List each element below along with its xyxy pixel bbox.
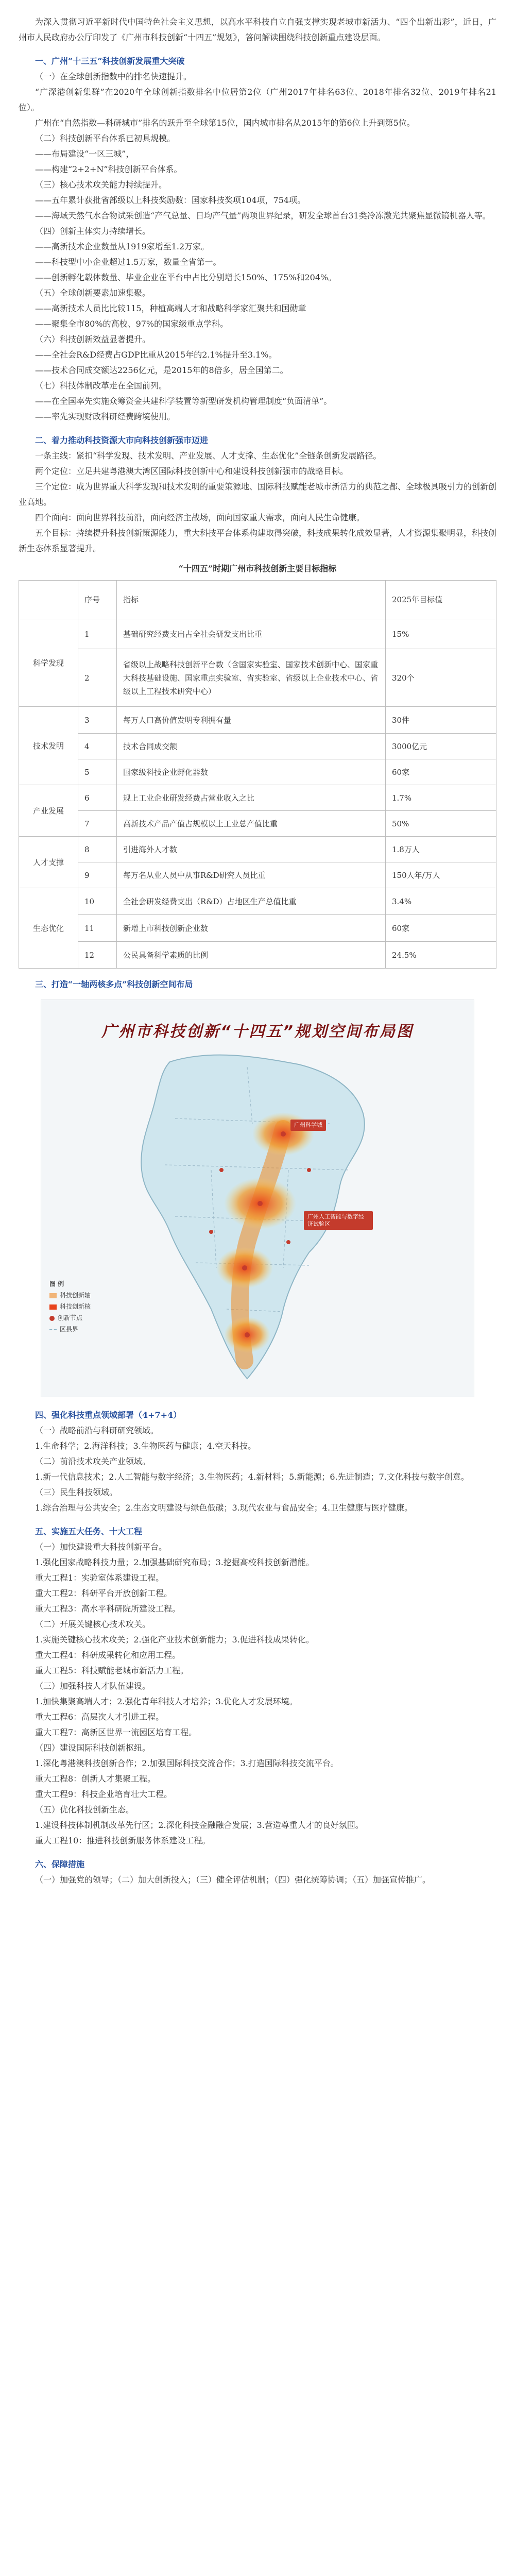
goal-main-line: 一条主线：紧扣“科学发现、技术发明、产业发展、人才支撑、生态优化”全链条创新发展路径。 [35,451,382,461]
table-title: “十四五”时期广州市科技创新主要目标指标 [178,564,337,573]
safeguard-measures: （一）加强党的领导；（二）加大创新投入；（三）健全评估机制；（四）强化统筹协调；（五）加强宣传推广。 [35,1875,431,1885]
row-no: 3 [78,707,117,734]
task-5: （五）优化科技创新生态。 [35,1805,134,1815]
legend-item [49,1290,91,1301]
map-legend [49,1278,91,1335]
legend-title: 图 例 [49,1280,64,1287]
indicator-table [19,580,496,969]
sec4-b: （二）前沿技术攻关产业领域。 [35,1456,151,1466]
row-no: 10 [78,888,117,915]
row-value: 30件 [386,707,496,734]
legend-item [49,1312,91,1324]
row-no: 11 [78,915,117,942]
sec4-b1: 1.新一代信息技术；2.人工智能与数字经济；3.生物医药；4.新材料；5.新能源；6.先进制造；7.文化科技与数字创意。 [35,1472,469,1482]
legend-item [49,1301,91,1312]
legend-label: 科技创新轴 [60,1292,91,1299]
row-indicator: 公民具备科学素质的比例 [117,942,386,969]
project-2: 重大工程2：科研平台开放创新工程。 [35,1588,173,1598]
article-body [19,0,496,1888]
sec1-s7b: ——率先实现财政科研经费跨境使用。 [35,412,176,421]
sec4-c: （三）民生科技领域。 [35,1487,118,1497]
task-2: （二）开展关键核心技术攻关。 [35,1619,151,1629]
project-7: 重大工程7：高新区世界一流园区培育工程。 [35,1727,197,1737]
sec1-s2b: ——构建“2+2+N”科技创新平台体系。 [35,164,182,174]
sec1-s2a: ——布局建设“一区三城”， [35,149,134,159]
goal-four-facings: 四个面向：面向世界科技前沿，面向经济主战场，面向国家重大需求，面向人民生命健康。 [35,513,365,522]
row-value: 60家 [386,759,496,785]
project-1: 重大工程1：实验室体系建设工程。 [35,1573,164,1583]
category-cell: 技术发明 [19,707,78,785]
project-5: 重大工程5：科技赋能老城市新活力工程。 [35,1666,189,1675]
sec1-s1: （一）在全球创新指数中的排名快速提升。 [35,72,192,81]
project-10: 重大工程10：推进科技创新服务体系建设工程。 [35,1836,211,1845]
row-no: 2 [78,649,117,707]
callout-science-city: 广州科学城 [290,1120,326,1131]
goal-two-positions: 两个定位：立足共建粤港澳大湾区国际科技创新中心和建设科技创新强市的战略目标。 [35,466,349,476]
task-3: （三）加强科技人才队伍建设。 [35,1681,151,1691]
legend-item [49,1324,91,1335]
row-value: 150人年/万人 [386,862,496,888]
spatial-layout-map [41,999,474,1397]
callout-ai-zone: 广州人工智能与数字经济试验区 [304,1211,373,1230]
project-8: 重大工程8：创新人才集聚工程。 [35,1774,156,1784]
header-no: 序号 [78,581,117,619]
row-no: 8 [78,837,117,862]
task-5-detail: 1.建设科技体制机制改革先行区；2.深化科技金融融合发展；3.营造尊重人才的良好氛围。 [35,1820,364,1830]
section-1-title: 一、广州“十三五”科技创新发展重大突破 [35,56,185,66]
sec1-s4b: ——科技型中小企业超过1.5万家，数量全省第一。 [35,257,221,267]
task-4: （四）建设国际科技创新枢纽。 [35,1743,151,1753]
row-indicator: 引进海外人才数 [117,837,386,862]
goal-five-targets: 五个目标：持续提升科技创新策源能力，重大科技平台体系构建取得突破，科技成果转化成效显著，人才资源集聚明显，科技创新生态体系显著提升。 [19,528,497,553]
map-graphic [41,1000,474,1397]
sec1-s4c: ——创新孵化载体数量、毕业企业在平台中占比分别增长150%、175%和204%。 [35,273,337,282]
task-3-detail: 1.加快集聚高端人才；2.强化青年科技人才培养；3.优化人才发展环境。 [35,1697,298,1706]
category-cell: 产业发展 [19,785,78,837]
sec1-s1b: 广州在“自然指数—科研城市”排名的跃升至全球第15位，国内城市排名从2015年的第6位上升到第5位。 [35,118,415,128]
sec1-s6: （六）科技创新效益显著提升。 [35,334,151,344]
goal-three-positions: 三个定位：成为世界重大科学发现和技术发明的重要策源地、国际科技赋能老城市新活力的典范之都、全球极具吸引力的创新创业高地。 [19,482,497,507]
sec1-s3a: ——五年累计获批省部级以上科技奖励数：国家科技奖项104项，754项。 [35,195,306,205]
task-1: （一）加快建设重大科技创新平台。 [35,1542,167,1552]
header-target: 2025年目标值 [386,581,496,619]
row-indicator: 高新技术产品产值占规模以上工业总产值比重 [117,811,386,837]
table-row [19,759,496,785]
table-row [19,942,496,969]
table-row [19,649,496,707]
row-indicator: 全社会研发经费支出（R&D）占地区生产总值比重 [117,888,386,915]
row-no: 6 [78,785,117,811]
row-indicator: 技术合同成交额 [117,734,386,759]
table-row [19,811,496,837]
table-header-row [19,581,496,619]
legend-label: 区县界 [60,1326,79,1333]
sec1-s7a: ——在全国率先实施众筹资金共建科学装置等新型研发机构管理制度“负面清单”。 [35,396,332,406]
sec1-s5: （五）全球创新要素加速集聚。 [35,288,151,298]
row-indicator: 每万名从业人员中从事R&D研究人员比重 [117,862,386,888]
section-2-title: 二、着力推动科技资源大市向科技创新强市迈进 [35,435,209,445]
project-9: 重大工程9：科技企业培育壮大工程。 [35,1789,173,1799]
row-indicator: 每万人口高价值发明专利拥有量 [117,707,386,734]
row-no: 1 [78,619,117,649]
sec1-s3: （三）核心技术攻关能力持续提升。 [35,180,167,190]
row-value: 3.4% [386,888,496,915]
row-no: 9 [78,862,117,888]
table-row [19,862,496,888]
row-indicator: 国家级科技企业孵化器数 [117,759,386,785]
header-indicator: 指标 [117,581,386,619]
legend-label: 科技创新核 [60,1303,91,1310]
section-3-title: 三、打造“一轴两核多点”科技创新空间布局 [35,979,193,989]
row-value: 1.8万人 [386,837,496,862]
map-title: 广州市科技创新“十四五”规划空间布局图 [101,1023,414,1041]
table-row [19,837,496,862]
row-value: 60家 [386,915,496,942]
row-value: 320个 [386,649,496,707]
row-no: 4 [78,734,117,759]
sec1-s2: （二）科技创新平台体系已初具规模。 [35,133,176,143]
table-row [19,619,496,649]
sec1-s6b: ——技术合同成交额达2256亿元，是2015年的8倍多，居全国第二。 [35,365,288,375]
intro-paragraph: 为深入贯彻习近平新时代中国特色社会主义思想，以高水平科技自立自强支撑实现老城市新活力、“四个出新出彩”，近日，广州市人民政府办公厅印发了《广州市科技创新“十四五”规划》，答问解读围绕科技创新重点建设层面。 [19,17,496,42]
table-row [19,888,496,915]
sec1-s5b: ——聚集全市80%的高校、97%的国家级重点学科。 [35,319,229,329]
row-no: 5 [78,759,117,785]
task-4-detail: 1.深化粤港澳科技创新合作；2.加强国际科技交流合作；3.打造国际科技交流平台。 [35,1758,339,1768]
row-indicator: 基础研究经费支出占全社会研发支出比重 [117,619,386,649]
sec1-s1a: “广深港创新集群”在2020年全球创新指数排名中位居第2位（广州2017年排名63位、2018年排名32位、2019年排名21位）。 [19,87,496,112]
category-cell: 生态优化 [19,888,78,969]
section-4-title: 四、强化科技重点领域部署（4+7+4） [35,1410,182,1420]
row-no: 12 [78,942,117,969]
category-cell: 科学发现 [19,619,78,707]
sec1-s3b: ——海域天然气水合物试采创造“产气总量、日均产气量”两项世界纪录，研发全球首台31类冷冻激光共聚焦显微镜机器人等。 [35,211,491,221]
table-row [19,707,496,734]
row-value: 15% [386,619,496,649]
sec1-s4a: ——高新技术企业数量从1919家增至1.2万家。 [35,242,210,251]
row-value: 1.7% [386,785,496,811]
category-cell: 人才支撑 [19,837,78,888]
row-indicator: 新增上市科技创新企业数 [117,915,386,942]
section-5-title: 五、实施五大任务、十大工程 [35,1527,143,1536]
sec4-a: （一）战略前沿与科研研究领域。 [35,1426,159,1435]
row-indicator: 规上工业企业研发经费占营业收入之比 [117,785,386,811]
row-no: 7 [78,811,117,837]
table-row [19,734,496,759]
legend-label: 创新节点 [58,1314,83,1321]
project-6: 重大工程6：高层次人才引进工程。 [35,1712,164,1722]
row-indicator: 省级以上战略科技创新平台数（含国家实验室、国家技术创新中心、国家重大科技基础设施、国家重点实验室、省实验室、省级以上企业技术中心、省级以上工程技术研究中心） [117,649,386,707]
row-value: 24.5% [386,942,496,969]
sec4-c1: 1.综合治理与公共安全；2.生态文明建设与绿色低碳；3.现代农业与食品安全；4.卫生健康与医疗健康。 [35,1503,413,1513]
row-value: 3000亿元 [386,734,496,759]
project-3: 重大工程3：高水平科研院所建设工程。 [35,1604,181,1614]
sec4-a1: 1.生命科学；2.海洋科技；3.生物医药与健康；4.空天科技。 [35,1441,256,1451]
task-2-detail: 1.实施关键核心技术攻关；2.强化产业技术创新能力；3.促进科技成果转化。 [35,1635,314,1645]
sec1-s5a: ——高新技术人员比比较115，种植高端人才和战略科学家汇聚共和国勋章 [35,303,306,313]
sec1-s7: （七）科技体制改革走在全国前列。 [35,381,167,391]
sec1-s4: （四）创新主体实力持续增长。 [35,226,151,236]
section-6-title: 六、保障措施 [35,1859,85,1869]
row-value: 50% [386,811,496,837]
header-category [19,581,78,619]
project-4: 重大工程4：科研成果转化和应用工程。 [35,1650,181,1660]
table-row [19,785,496,811]
task-1-detail: 1.强化国家战略科技力量；2.加强基础研究布局；3.挖掘高校科技创新潜能。 [35,1557,314,1567]
sec1-s6a: ——全社会R&D经费占GDP比重从2015年的2.1%提升至3.1%。 [35,350,277,360]
table-row [19,915,496,942]
